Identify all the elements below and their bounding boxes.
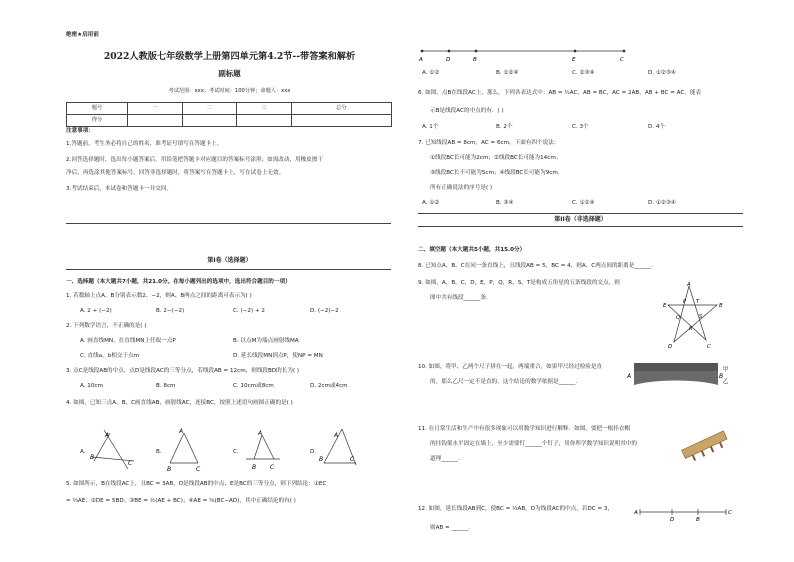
q4-figure-b — [164, 425, 214, 473]
label-c: C — [350, 456, 355, 463]
label-a: A — [179, 428, 184, 435]
exam-info: 考试范围：xxx；考试时间：100分钟；命题人：xxx — [168, 88, 291, 94]
point-label: C — [620, 57, 624, 63]
q4-option-b[interactable]: B. — [156, 449, 162, 455]
question-3-stem: 3. 点C是线段AB的中点，点D是线段AC的三等分点，若线段AB = 12cm，则线段BD的长为( ) — [66, 368, 300, 374]
point-label: A — [419, 57, 423, 63]
q1-option-b[interactable]: B. 2−(−2) — [156, 308, 185, 314]
q7-option-c[interactable]: C. ①②④ — [572, 200, 595, 206]
q12-segment-figure — [634, 506, 734, 522]
divider — [418, 226, 743, 227]
q5-option-b[interactable]: B. ①②④ — [496, 70, 519, 76]
q1-option-c[interactable]: C. (−2) + 2 — [233, 308, 265, 314]
star-label: Q — [676, 315, 680, 321]
section-heading: 二、填空题（本大题共5小题，共15.0分） — [418, 247, 526, 253]
score-input-cell[interactable] — [128, 115, 183, 127]
q6-option-c[interactable]: C. 3个 — [572, 124, 589, 130]
question-6-stem-line2: 示B是线段AC的中点的有．( ) — [430, 108, 504, 114]
point-label: E — [572, 57, 576, 63]
q4-option-d[interactable]: D. — [310, 449, 317, 455]
q1-option-d[interactable]: D. (−2)−2 — [310, 308, 339, 314]
q7-statement: ③线段BC长不可能为5cm；④线段BC长可能为9cm. — [430, 170, 560, 176]
question-11-line3: 道理______. — [430, 456, 460, 462]
question-5-stem: 5. 如图所示，B在线段AC上，且BC = 3AB，D是线段AB的中点，E是BC的三等分点，则下列结论：①EC — [66, 481, 327, 487]
ruler-label: 乙 — [723, 379, 729, 385]
q7-option-b[interactable]: B. ③④ — [496, 200, 514, 206]
score-input-cell[interactable] — [291, 115, 391, 127]
hook-rack-figure — [678, 426, 732, 466]
score-input-cell[interactable] — [237, 115, 292, 127]
q7-option-d[interactable]: D. ①②③④ — [648, 200, 676, 206]
part1-title: 第I卷（选择题） — [207, 257, 252, 264]
star-label: B — [719, 303, 723, 309]
notice-item: 3.考试结束后，本试卷和答题卡一并交回。 — [66, 186, 173, 192]
divider — [418, 213, 743, 214]
score-cell: 二 — [182, 103, 237, 115]
question-7-stem: 7. 已知线段AB = 8cm，AC = 6cm，下面有四个说法： — [418, 140, 560, 146]
score-cell: 题号 — [67, 103, 128, 115]
point-label: B — [473, 57, 477, 63]
label-b: B — [167, 466, 172, 473]
part2-title: 第II卷（非选择题） — [554, 216, 607, 223]
question-12-line1: 12. 如图，延长线段AB到C，使BC = ½AB，D为线段AC的中点，若DC = 3， — [418, 506, 614, 512]
paper-subtitle: 副标题 — [218, 69, 241, 78]
label-c: C — [196, 466, 201, 473]
q3-option-b[interactable]: B. 8cm — [156, 383, 176, 389]
point-label: D — [446, 57, 451, 63]
seg-label: A — [634, 510, 638, 516]
notice-item: 净后，再选涂其他答案标号。回答非选择题时，将答案写在答题卡上，写在试卷上无效。 — [66, 170, 285, 176]
q5-option-a[interactable]: A. ①② — [422, 70, 440, 76]
question-12-line2: 则AB = ______. — [430, 525, 471, 531]
q6-option-a[interactable]: A. 1个 — [422, 124, 439, 130]
divider — [66, 223, 391, 224]
q5-number-line — [418, 44, 628, 64]
q4-figure-c — [240, 425, 290, 473]
q4-figure-a — [88, 425, 148, 473]
q4-option-c[interactable]: C. — [233, 449, 239, 455]
question-2-stem: 2. 下列数学语言，不正确的是( ) — [66, 323, 147, 329]
q2-option-b[interactable]: B. 以点M为端点画射线MA — [233, 338, 299, 344]
ruler-label: B — [719, 373, 724, 380]
label-a: A — [105, 432, 110, 439]
question-10-line2: 的，那么乙尺一定不是直的，这个结论的数学依据是______. — [430, 379, 578, 385]
question-9-line2: 图中共有线段______条. — [430, 295, 488, 301]
label-b: B — [252, 464, 257, 471]
two-rulers-figure — [626, 360, 732, 394]
q6-option-b[interactable]: B. 2个 — [496, 124, 513, 130]
score-input-cell[interactable] — [182, 115, 237, 127]
question-10-line1: 10. 如图，将甲、乙两个尺子拼在一起，两端重合，如果甲尺经过检验是直 — [418, 364, 603, 370]
seg-label: D — [670, 517, 675, 522]
q1-option-a[interactable]: A. 2 + (−2) — [80, 308, 112, 314]
star-label: S — [699, 314, 703, 320]
label-a: A — [334, 432, 339, 439]
score-cell: 得分 — [67, 115, 128, 127]
question-1-stem: 1. 若数轴上点A、B分别表示数2、−2，则A、B两点之间的距离可表示为( ) — [66, 293, 252, 299]
star-label: R — [689, 326, 693, 332]
star-label: D — [668, 344, 673, 350]
seg-label: C — [728, 510, 732, 516]
label-b: B — [319, 456, 324, 463]
divider — [66, 269, 391, 270]
star-label: A — [687, 282, 691, 288]
question-4-stem: 4. 如图，已知三点A，B，C画直线AB，画射线AC，连接BC，按照上述语句画图正确的是( ) — [66, 400, 293, 406]
q4-option-a[interactable]: A. — [80, 449, 86, 455]
q7-option-a[interactable]: A. ①② — [422, 200, 440, 206]
label-a: A — [258, 430, 263, 437]
label-b: B — [90, 454, 95, 461]
q6-option-d[interactable]: D. 4个 — [648, 124, 666, 130]
question-11-line1: 11. 在日常生活和生产中有很多现象可以用数学知识进行解释．如图，要把一根挂衣帽 — [418, 426, 631, 432]
score-value-row — [67, 115, 392, 127]
label-c: C — [128, 460, 133, 467]
score-cell: 三 — [237, 103, 292, 115]
notice-heading: 注意事项： — [66, 128, 94, 134]
seg-label: B — [696, 517, 700, 522]
paper-title: 2022人教版七年级数学上册第四单元第4.2节--带答案和解析 — [103, 51, 356, 62]
q2-option-c[interactable]: C. 直线a，b相交于点m — [80, 353, 140, 359]
q4-figure-d — [316, 425, 366, 473]
section-heading: 一、选择题（本大题共7小题，共21.0分。在每小题列出的选项中，选出符合题目的一项） — [66, 279, 291, 285]
star-label: C — [707, 344, 711, 350]
label-c: C — [270, 464, 275, 471]
q2-option-a[interactable]: A. 画直线MN，在直线MN上任取一点P — [80, 338, 176, 344]
score-cell: 总分 — [291, 103, 391, 115]
question-8: 8. 已知点A、B、C在同一条直线上，且线段AB = 5，BC = 4，则A、C两点间的距离是______. — [418, 263, 653, 269]
star-label: E — [663, 303, 667, 309]
q3-option-d[interactable]: D. 2cm或4cm — [310, 383, 348, 389]
score-cell: 一 — [128, 103, 183, 115]
ruler-label: 甲 — [723, 367, 729, 373]
question-5-stem-line2: = ⅔AE；②DE = 5BD；③BE = ½(AE + BC)；④AE = ⅚(BC−AD)，其中正确结论的有( ) — [66, 498, 296, 504]
star-label: P — [683, 299, 687, 305]
score-table — [66, 102, 392, 127]
question-9-line1: 9. 如图，A，B，C，D，E，P，Q，R，S，T是构成五角星的五条线段的交点，则 — [418, 280, 620, 286]
star-label: T — [696, 299, 700, 305]
five-point-star-figure — [662, 282, 732, 352]
confidential-mark: 绝密★启用前 — [66, 32, 99, 38]
q7-statement: 所有正确说法的序号是( ) — [430, 185, 493, 191]
question-11-line2: 的挂钩架水平固定在墙上，至少需要钉______个钉子，用你所学数学知识说明其中的 — [430, 441, 637, 447]
q5-option-c[interactable]: C. ②③④ — [572, 70, 595, 76]
notice-item: 2.回答选择题时，选出每小题答案后，用铅笔把答题卡对应题目的答案标号涂黑；如需改动，用橡皮擦干 — [66, 157, 324, 163]
q2-option-d[interactable]: D. 延长线段MN到点P，使NP = MN — [233, 353, 323, 359]
q3-option-a[interactable]: A. 10cm — [80, 383, 103, 389]
score-header-row — [67, 103, 392, 115]
q5-option-d[interactable]: D. ①②③④ — [648, 70, 676, 76]
ruler-label: A — [627, 373, 632, 380]
q3-option-c[interactable]: C. 10cm或8cm — [233, 383, 274, 389]
q7-statement: ①线段BC长可能为2cm；②线段BC长可能为14cm； — [430, 155, 562, 161]
question-6-stem: 6. 如图，点B在线段AC上，那么，下列各表达式中：AB = ½AC，AB = BC，AC = 2AB，AB + BC = AC，能表 — [418, 90, 702, 96]
notice-item: 1.答题前，考生务必将自己的姓名、准考证号填写在答题卡上。 — [66, 141, 223, 147]
